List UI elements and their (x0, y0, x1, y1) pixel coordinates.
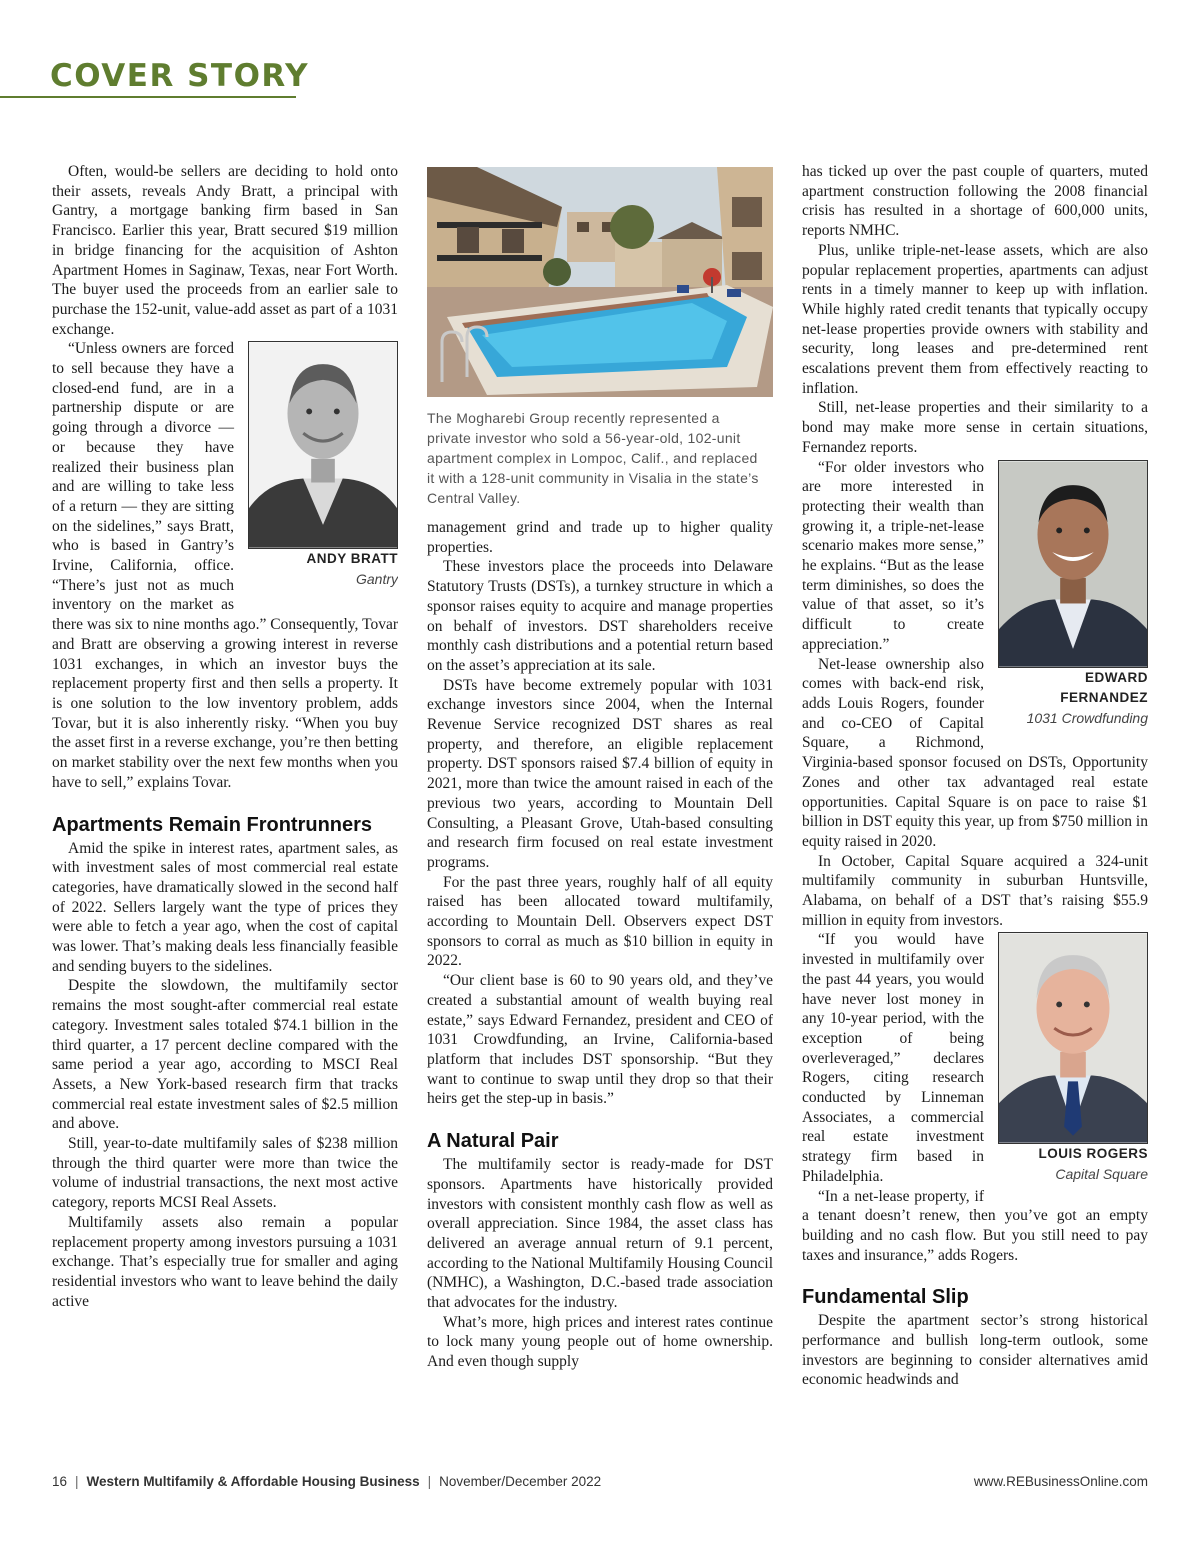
footer-separator: | (75, 1474, 79, 1489)
paragraph: Amid the spike in interest rates, apartment sales, as with investment sales of most commercial real estate categories, have dramatically slowed in the second half of 2022. Sellers largely want the type of prices they were able to fetch a year ago, when the cost of capital was lower. That’s making deals less financially feasible and sending buyers to the sidelines. (52, 839, 398, 975)
paragraph: Still, year-to-date multifamily sales of $238 million through the third quarter were more than twice the volume of industrial transactions, the next most active category, reports MCSI Real Assets. (52, 1135, 398, 1212)
subhead: Apartments Remain Frontrunners (52, 813, 373, 836)
paragraph: DSTs have become extremely popular with 1031 exchange investors since 2004, when the Internal Revenue Service recognized DST shares as real property, and therefore, an eligible replacement property. DST sponsors raised $7.4 billion of equity in 2021, more than twice the amount raised in each of the previous two years, according to Mountain Dell Consulting, a Pleasant Grove, Utah-based consulting and research firm focused on real estate investment programs. (427, 676, 773, 871)
paragraph: Multifamily assets also remain a popular replacement property among investors pursuing a 1031 exchange. That’s especially true for smaller and aging residential investors who want to leave behind the daily active (52, 1213, 398, 1310)
person-company: Gantry (355, 571, 398, 588)
footer-separator: | (427, 1474, 432, 1489)
edward-fernandez-portrait (998, 460, 1148, 668)
website-url[interactable]: www.REBusinessOnline.com (973, 1474, 1148, 1489)
photo-caption: The Mogharebi Group recently represented a private investor who sold a 56-year-old, 102-unit apartment complex in Lompoc, Calif., and replaced it with a 128-unit community in Visalia in the state’s Central Valley. (427, 410, 759, 506)
person-company: 1031 Crowdfunding (1026, 709, 1148, 726)
paragraph: “In a net-lease property, if a tenant doesn’t renew, then you’ve got an empty building and no cash flow. But you still need to pay taxes and insurance,” adds Rogers. (802, 1187, 1148, 1264)
paragraph: Net-lease ownership also comes with back-end risk, adds Louis Rogers, founder and co-CEO of Capital Square, a Richmond, Virginia-based sponsor focused on DSTs, Opportunity Zones and other tax advantaged real estate opportunities. Capital Square is on pace to raise $1 billion in DST equity this year, up from $750 million in equity raised in 2020. (802, 655, 1148, 850)
publication-name: Western Multifamily & Affordable Housing Business (86, 1474, 420, 1489)
page-footer (52, 1474, 1148, 1494)
andy-bratt-figure (248, 341, 398, 599)
paragraph: Despite the slowdown, the multifamily sector remains the most sought-after commercial real estate category. Investment sales totaled $74.1 billion in the third quarter, a 17 percent decline compared with the same period a year ago, according to MSCI Real Assets, a New York-based research firm that tracks commercial real estate investment sales of $2.5 million and above. (52, 977, 398, 1133)
apartment-pool-photo (427, 167, 773, 397)
paragraph: Despite the apartment sector’s strong historical performance and bullish long-term outlook, some investors are beginning to consider alternatives amid economic headwinds and (802, 1312, 1148, 1389)
edward-fernandez-figure (998, 460, 1148, 738)
paragraph: For the past three years, roughly half of all equity raised has been allocated toward multifamily, according to Mountain Dell. Observers expect DST sponsors to corral as much as $10 billion in equity in 2022. (427, 873, 773, 970)
paragraph: Still, net-lease properties and their similarity to a bond may make more sense in certain situations, Fernandez reports. (802, 399, 1148, 456)
paragraph: “For older investors who are more interested in protecting their wealth than growing it, a triple-net-lease scenario makes more sense,” he explains. “But as the lease term diminishes, so does the value of that asset, so it’s difficult to create appreciation.” (802, 458, 984, 653)
person-name: LOUIS ROGERS (1038, 1146, 1148, 1162)
subhead: Fundamental Slip (802, 1286, 969, 1309)
andy-bratt-portrait (248, 341, 398, 549)
paragraph: management grind and trade up to higher quality properties. (427, 519, 773, 556)
section-rule (0, 96, 296, 98)
paragraph: These investors place the proceeds into Delaware Statutory Trusts (DSTs), a turnkey structure in which a sponsor raises equity to acquire and manage properties on behalf of investors. DST shareholders receive monthly cash distributions and a potential return based on the asset’s appreciation at its sale. (427, 558, 773, 674)
paragraph: “If you would have invested in multifamily over the past 44 years, you would have never lost money in any 10-year period, with the exception of being overleveraged,” declares Rogers, citing research conducted by Linneman Associates, a commercial real estate investment strategy firm based in Philadelphia. (802, 931, 984, 1185)
person-name: ANDY BRATT (306, 551, 398, 567)
paragraph: has ticked up over the past couple of quarters, muted apartment construction following the 2008 financial crisis has resulted in a shortage of 600,000 units, reports NMHC. (802, 163, 1148, 240)
louis-rogers-portrait (998, 932, 1148, 1144)
page-number: 16 (52, 1474, 68, 1489)
subhead: A Natural Pair (427, 1130, 559, 1153)
paragraph: Often, would-be sellers are deciding to hold onto their assets, reveals Andy Bratt, a principal with Gantry, a mortgage banking firm based in San Francisco. Earlier this year, Bratt secured $19 million in bridge financing for the acquisition of Ashton Apartment Homes in Saginaw, Texas, near Fort Worth. The buyer used the proceeds from an earlier sale to purchase the 152-unit, value-add asset as part of a 1031 exchange. (52, 163, 398, 338)
issue-date: November/December 2022 (439, 1474, 602, 1489)
section-title: COVER STORY (50, 58, 310, 94)
louis-rogers-figure (998, 932, 1148, 1188)
paragraph: The multifamily sector is ready-made for DST sponsors. Apartments have historically provided investors with consistent monthly cash flow as well as overall appreciation. Since 1984, the asset class has delivered an average annual return of 9.1 percent, according to the National Multifamily Housing Council (NMHC), a Washington, D.C.-based trade association that advocates for the industry. (427, 1156, 773, 1312)
article-column-1 (52, 162, 398, 1452)
paragraph: In October, Capital Square acquired a 324-unit multifamily community in suburban Huntsville, Alabama, on behalf of a DST that’s raising $55.9 million in equity from investors. (802, 852, 1148, 929)
article-column-2 (427, 518, 773, 1452)
paragraph: Plus, unlike triple-net-lease assets, which are also popular replacement properties, apartments can adjust rents in a timely manner to keep up with inflation. While highly rated credit tenants that typically occupy net-lease properties provide owners with stability and security, long leases and pre-determined rent escalations prevent them from effectively reacting to inflation. (802, 241, 1148, 397)
person-name: EDWARD FERNANDEZ (1060, 669, 1148, 705)
paragraph: What’s more, high prices and interest rates continue to lock many young people out of home ownership. And even though supply (427, 1313, 773, 1371)
person-company: Capital Square (1055, 1166, 1148, 1183)
paragraph: “Unless owners are forced to sell because they have a closed-end fund, are in a partnership dispute or are going through a divorce — or because they have realized their business plan and are willing to take less of a return — they are sitting on the sidelines,” says Bratt, who is based in Gantry’s Irvine, California, office. “There’s just not as much inventory on the market as there was six to nine months ago.” Consequently, Tovar and Bratt are observing a growing interest in reverse 1031 exchanges, in which an investor buys the replacement property first and then sells a property. It is one solution to the low inventory problem, adds Tovar, but it is also inherently risky. “When you buy the asset first in a reverse exchange, you’re then betting on market stability over the next few months when you have to sell,” explains Tovar. (52, 340, 398, 791)
article-column-3 (802, 162, 1148, 1452)
paragraph: “Our client base is 60 to 90 years old, and they’ve created a substantial amount of wealth buying real estate,” says Edward Fernandez, president and CEO of 1031 Crowdfunding, an Irvine, California-based platform that includes DST sponsorship. “But they want to continue to swap until they drop so that their heirs get the step-up in basis.” (427, 972, 773, 1108)
footer-left (52, 1474, 601, 1489)
